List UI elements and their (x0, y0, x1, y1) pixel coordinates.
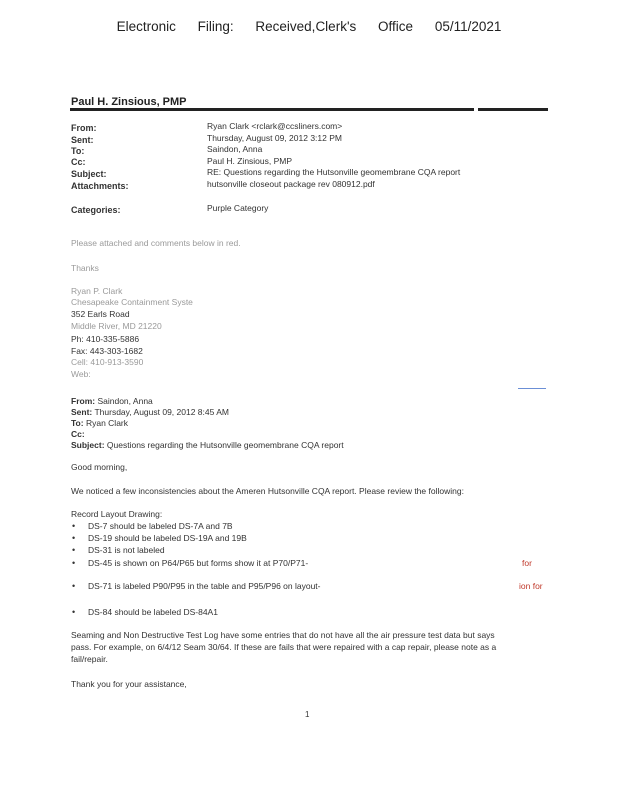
red-comment: for (522, 558, 532, 568)
filing-stamp-word: Filing: (197, 19, 234, 34)
original-from-value: Saindon, Anna (97, 396, 153, 406)
header-rule (70, 108, 474, 111)
list-item: • DS-71 is labeled P90/P95 in the table and P95/P96 on layout- (88, 581, 321, 591)
signature-company: Chesapeake Containment Syste (71, 297, 193, 307)
list-item: • DS-19 should be labeled DS-19A and 19B (88, 533, 247, 543)
to-label: To: (71, 146, 85, 156)
signature-fax: Fax: 443-303-1682 (71, 346, 143, 356)
seaming-line: fail/repair. (71, 654, 108, 664)
attachment-link[interactable]: hutsonville closeout package rev 080912.pdf (207, 179, 375, 189)
sent-value: Thursday, August 09, 2012 3:12 PM (207, 133, 342, 143)
list-item: • DS-31 is not labeled (88, 545, 165, 555)
signature-cell: Cell: 410-913-3590 (71, 357, 144, 367)
signature-name: Ryan P. Clark (71, 286, 123, 296)
cc-label: Cc: (71, 157, 86, 167)
list-title: Record Layout Drawing: (71, 509, 163, 519)
signature-city: Middle River, MD 21220 (71, 321, 162, 331)
attachments-label: Attachments: (71, 181, 129, 191)
original-to-value: Ryan Clark (85, 418, 129, 428)
header-rule-short (478, 108, 548, 111)
original-sent-label: Sent: (71, 407, 93, 417)
list-item: • DS-45 is shown on P64/P65 but forms show it at P70/P71- (88, 558, 308, 568)
sender-name: Paul H. Zinsious, PMP (71, 96, 187, 108)
filing-stamp-word: 05/11/2021 (434, 19, 502, 34)
list-item: • DS-7 should be labeled DS-7A and 7B (88, 521, 233, 531)
seaming-line: Seaming and Non Destructive Test Log have some entries that do not have all the air pressure test data but says (71, 630, 495, 640)
filing-stamp-word: Office (378, 19, 414, 34)
original-subject-value: Questions regarding the Hutsonville geomembrane CQA report (106, 440, 344, 450)
original-cc (71, 429, 85, 439)
original-from (71, 396, 153, 406)
page-number: 1 (305, 710, 310, 719)
filing-stamp-word: Received,Clerk's (255, 19, 357, 34)
seaming-line: pass. For example, on 6/4/12 Seam 30/64. If these are fails that were repaired with a cap repair, please note as a (71, 642, 497, 652)
cc-value: Paul H. Zinsious, PMP (207, 156, 293, 166)
reply-thanks: Thanks (71, 263, 99, 273)
signature-web[interactable]: Web: (71, 369, 91, 379)
filing-stamp (0, 19, 618, 34)
intro-paragraph: We noticed a few inconsistencies about the Ameren Hutsonville CQA report. Please review the following: (71, 486, 464, 496)
original-sent (71, 407, 229, 417)
separator-dash (518, 388, 546, 389)
original-from-label: From: (71, 396, 96, 406)
closing: Thank you for your assistance, (71, 679, 187, 689)
original-to (71, 418, 128, 428)
signature-street: 352 Earls Road (71, 309, 130, 319)
greeting: Good morning, (71, 462, 128, 472)
signature-phone: Ph: 410-335-5886 (71, 334, 140, 344)
list-item: • DS-84 should be labeled DS-84A1 (88, 607, 218, 617)
original-sent-value: Thursday, August 09, 2012 8:45 AM (94, 407, 229, 417)
red-comment: ion for (519, 581, 543, 591)
to-value: Saindon, Anna (207, 144, 263, 154)
from-value: Ryan Clark <rclark@ccsliners.com> (207, 121, 343, 131)
sent-label: Sent: (71, 135, 94, 145)
reply-intro: Please attached and comments below in red. (71, 238, 241, 248)
filing-stamp-word: Electronic (116, 19, 176, 34)
subject-value: RE: Questions regarding the Hutsonville geomembrane CQA report (207, 167, 461, 177)
original-to-label: To: (71, 418, 84, 428)
original-subject-label: Subject: (71, 440, 105, 450)
categories-value: Purple Category (207, 203, 269, 213)
original-cc-label: Cc: (71, 429, 85, 439)
subject-label: Subject: (71, 169, 107, 179)
original-subject (71, 440, 344, 450)
from-label: From: (71, 123, 97, 133)
categories-label: Categories: (71, 205, 121, 215)
